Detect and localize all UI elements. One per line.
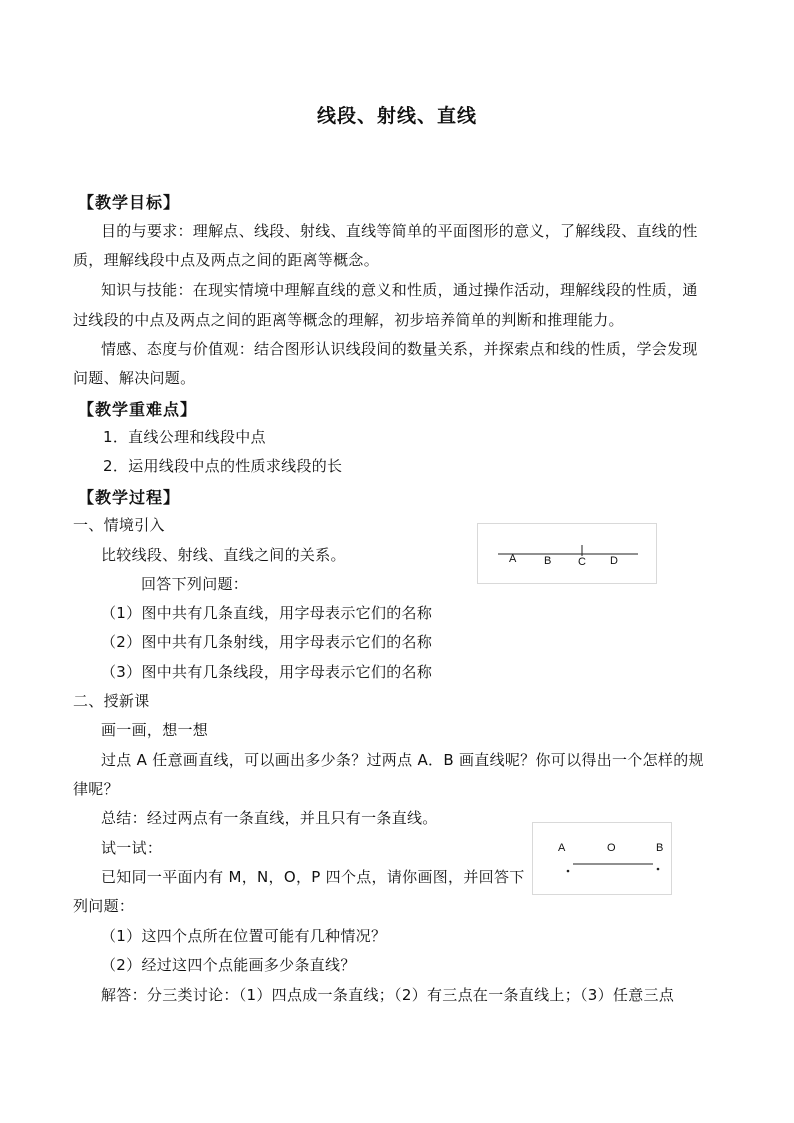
- try-it-text: 试一试：: [101, 839, 163, 857]
- keypoint-item-2: 2．运用线段中点的性质求线段的长: [103, 457, 343, 475]
- try-question-1: （1）这四个点所在位置可能有几种情况？: [101, 927, 387, 945]
- section-heading-keypoints: 【教学重难点】: [78, 400, 198, 419]
- ask-para-line2: 律呢？: [73, 780, 119, 798]
- process-part2-heading: 二、授新课: [73, 692, 150, 710]
- points-aob-diagram: [533, 823, 671, 894]
- point-label-b: B: [656, 842, 664, 854]
- goals-para3-line1: 情感、态度与价值观：结合图形认识线段间的数量关系，并探索点和线的性质，学会发现: [101, 340, 698, 358]
- figure-line-abcd: [477, 523, 657, 584]
- point-label-a: A: [509, 553, 517, 565]
- goals-para2-line2: 过线段的中点及两点之间的距离等概念的理解，初步培养简单的判断和推理能力。: [73, 311, 624, 329]
- section-heading-goals: 【教学目标】: [78, 193, 181, 212]
- point-label-c: C: [578, 556, 586, 568]
- point-label-b: B: [544, 555, 552, 567]
- figure-points-aob: [532, 822, 672, 895]
- process-answer-prompt: 回答下列问题：: [141, 575, 249, 593]
- goals-para2-line1: 知识与技能：在现实情境中理解直线的意义和性质，通过操作活动，理解线段的性质，通: [101, 281, 698, 299]
- goals-para3-line2: 问题、解决问题。: [73, 369, 196, 387]
- goals-para1-line2: 质，理解线段中点及两点之间的距离等概念。: [73, 251, 380, 269]
- question-2: （2）图中共有几条射线，用字母表示它们的名称: [101, 633, 433, 651]
- line-abcd-diagram: [478, 524, 656, 583]
- known-para-line1: 已知同一平面内有 M，N，O，P 四个点，请你画图，并回答下: [101, 868, 525, 886]
- section-heading-process: 【教学过程】: [78, 488, 181, 507]
- process-compare-text: 比较线段、射线、直线之间的关系。: [101, 546, 346, 564]
- page-title: 线段、射线、直线: [316, 105, 477, 127]
- known-para-line2: 列问题：: [73, 897, 135, 915]
- process-part1-heading: 一、情境引入: [73, 516, 165, 534]
- ask-para-line1: 过点 A 任意画直线，可以画出多少条？过两点 A．B 画直线呢？你可以得出一个怎样的规: [101, 751, 704, 769]
- point-label-d: D: [610, 555, 618, 567]
- point-label-a: A: [558, 842, 566, 854]
- goals-para1-line1: 目的与要求：理解点、线段、射线、直线等简单的平面图形的意义，了解线段、直线的性: [101, 222, 698, 240]
- draw-think-text: 画一画，想一想: [101, 721, 209, 739]
- try-question-2: （2）经过这四个点能画多少条直线？: [101, 956, 356, 974]
- question-1: （1）图中共有几条直线，用字母表示它们的名称: [101, 604, 433, 622]
- keypoint-item-1: 1．直线公理和线段中点: [103, 428, 266, 446]
- point-label-o: O: [607, 842, 616, 854]
- solution-text: 解答：分三类讨论：（1）四点成一条直线；（2）有三点在一条直线上；（3）任意三点: [101, 986, 675, 1004]
- question-3: （3）图中共有几条线段，用字母表示它们的名称: [101, 663, 433, 681]
- summary-text: 总结：经过两点有一条直线，并且只有一条直线。: [101, 809, 438, 827]
